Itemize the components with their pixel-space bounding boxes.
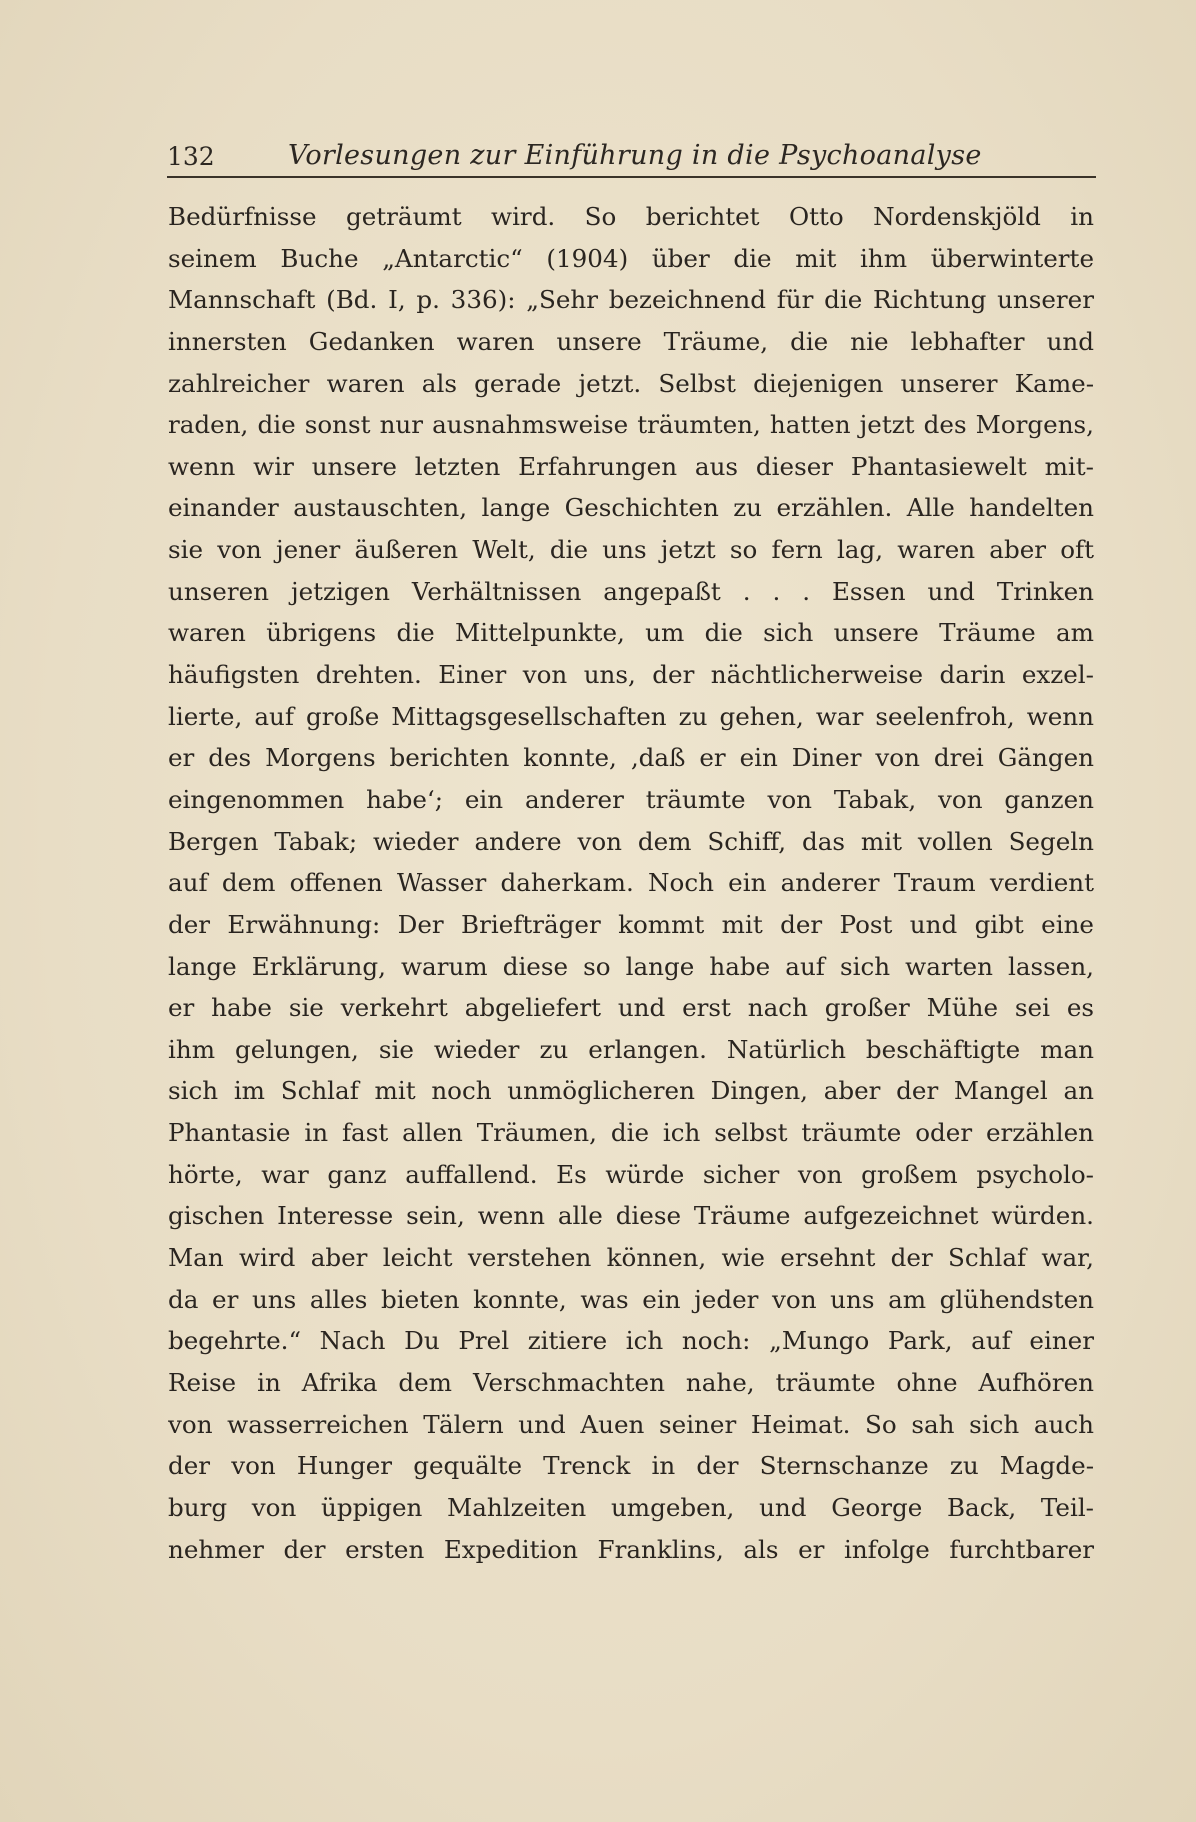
- text-line: begehrte.“ Nach Du Prel zitiere ich noch: „Mungo Park, auf einer: [168, 1326, 1094, 1356]
- text-line: innersten Gedanken waren unsere Träume, die nie lebhafter und: [168, 326, 1094, 356]
- text-line: der Erwähnung: Der Briefträger kommt mit der Post und gibt eine: [168, 909, 1094, 939]
- text-line: sich im Schlaf mit noch unmöglicheren Dingen, aber der Mangel an: [168, 1076, 1094, 1106]
- text-line: hörte, war ganz auffallend. Es würde sicher von großem psycholo-: [168, 1159, 1094, 1189]
- page-number: 132: [167, 142, 215, 171]
- text-line: nehmer der ersten Expedition Franklins, als er infolge furchtbarer: [168, 1534, 1094, 1564]
- text-line: er habe sie verkehrt abgeliefert und erst nach großer Mühe sei es: [168, 993, 1094, 1023]
- text-line: waren übrigens die Mittelpunkte, um die sich unsere Träume am: [168, 618, 1094, 648]
- text-line: lierte, auf große Mittagsgesellschaften zu gehen, war seelenfroh, wenn: [168, 701, 1094, 731]
- text-line: eingenommen habe‘; ein anderer träumte von Tabak, von ganzen: [168, 784, 1094, 814]
- running-title: Vorlesungen zur Einführung in die Psychoanalyse: [288, 140, 982, 171]
- text-line: seinem Buche „Antarctic“ (1904) über die mit ihm überwinterte: [168, 243, 1094, 273]
- text-line: da er uns alles bieten konnte, was ein jeder von uns am glühendsten: [168, 1284, 1094, 1314]
- text-line: Mannschaft (Bd. I, p. 336): „Sehr bezeichnend für die Richtung unserer: [168, 285, 1094, 315]
- text-line: Man wird aber leicht verstehen können, wie ersehnt der Schlaf war,: [168, 1243, 1094, 1273]
- text-line: wenn wir unsere letzten Erfahrungen aus dieser Phantasiewelt mit-: [168, 451, 1094, 481]
- text-line: er des Morgens berichten konnte, ‚daß er ein Diner von drei Gängen: [168, 743, 1094, 773]
- text-line: auf dem offenen Wasser daherkam. Noch ein anderer Traum verdient: [168, 868, 1094, 898]
- text-line: unseren jetzigen Verhältnissen angepaßt . . . Essen und Trinken: [168, 576, 1094, 606]
- text-line: Bergen Tabak; wieder andere von dem Schiff, das mit vollen Segeln: [168, 826, 1094, 856]
- page-header: [167, 136, 1096, 178]
- text-line: von wasserreichen Tälern und Auen seiner Heimat. So sah sich auch: [168, 1409, 1094, 1439]
- text-line: der von Hunger gequälte Trenck in der Sternschanze zu Magde-: [168, 1451, 1094, 1481]
- text-line: häufigsten drehten. Einer von uns, der nächtlicherweise darin exzel-: [168, 660, 1094, 690]
- text-line: Reise in Afrika dem Verschmachten nahe, träumte ohne Aufhören: [168, 1367, 1094, 1397]
- text-line: zahlreicher waren als gerade jetzt. Selbst diejenigen unserer Kame-: [168, 368, 1094, 398]
- text-line: einander austauschten, lange Geschichten zu erzählen. Alle handelten: [168, 493, 1094, 523]
- text-line: lange Erklärung, warum diese so lange habe auf sich warten lassen,: [168, 951, 1094, 981]
- text-line: ihm gelungen, sie wieder zu erlangen. Natürlich beschäftigte man: [168, 1034, 1094, 1064]
- text-line: burg von üppigen Mahlzeiten umgeben, und George Back, Teil-: [168, 1492, 1094, 1522]
- text-line: Phantasie in fast allen Träumen, die ich selbst träumte oder erzählen: [168, 1118, 1094, 1148]
- body-text: [168, 196, 1094, 1570]
- text-line: raden, die sonst nur ausnahmsweise träumten, hatten jetzt des Morgens,: [168, 410, 1094, 440]
- text-line: sie von jener äußeren Welt, die uns jetzt so fern lag, waren aber oft: [168, 535, 1094, 565]
- text-line: gischen Interesse sein, wenn alle diese Träume aufgezeichnet würden.: [168, 1201, 1094, 1231]
- text-line: Bedürfnisse geträumt wird. So berichtet Otto Nordenskjöld in: [168, 202, 1094, 231]
